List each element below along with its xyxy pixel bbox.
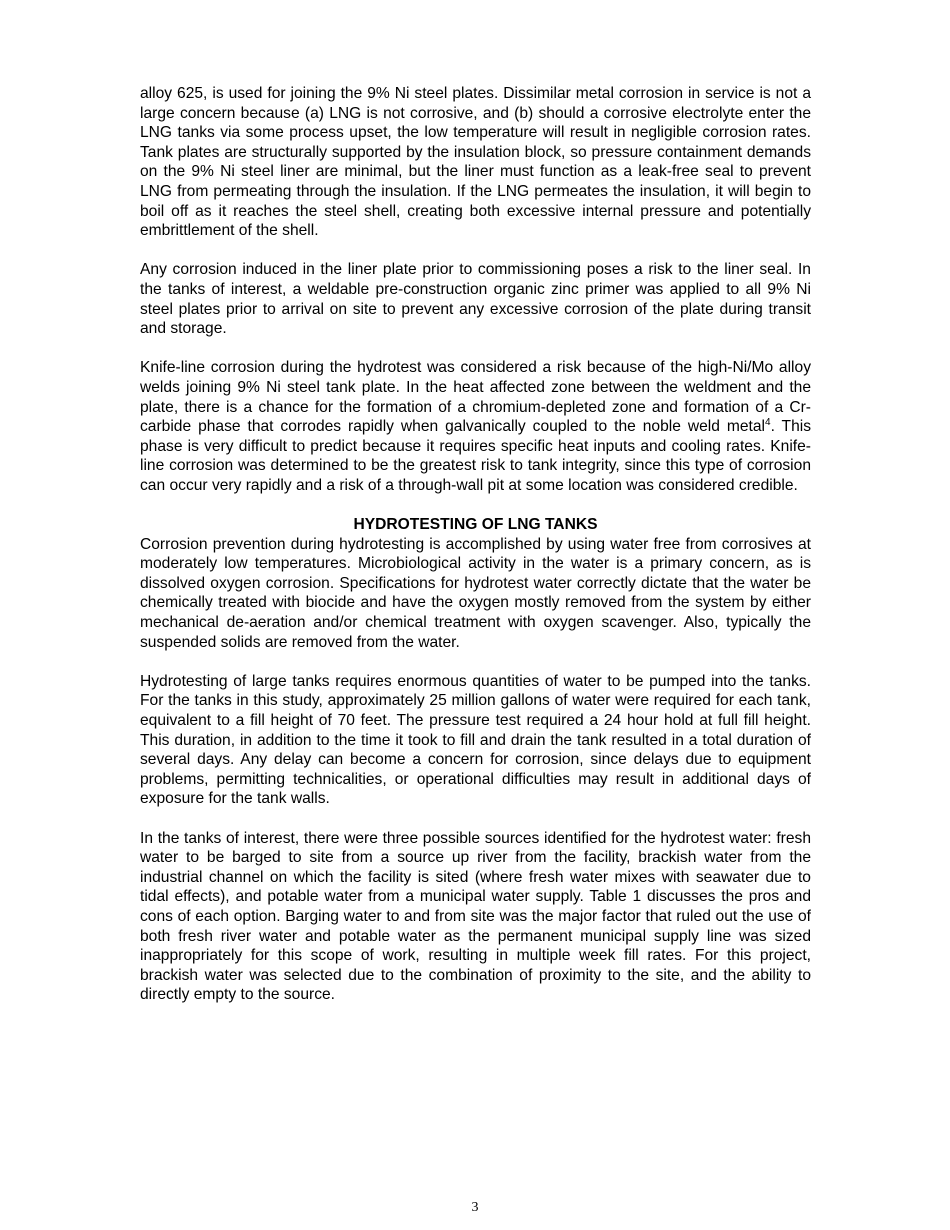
reference-superscript: 4: [765, 416, 771, 428]
paragraph-pre-commissioning-corrosion: Any corrosion induced in the liner plate prior to commissioning poses a risk to the liner seal. In the tanks of interest, a weldable pre-construction organic zinc primer was applied to all 9% Ni steel plates prior to arrival on site to prevent any excessive corrosion of the plate during transit and storage.: [140, 261, 811, 338]
paragraph-hydrotest-water-volume: Hydrotesting of large tanks requires enormous quantities of water to be pumped into the tanks. For the tanks in this study, approximately 25 million gallons of water were required for each tank, equivalent to a fill height of 70 feet. The pressure test required a 24 hour hold at full fill height. This duration, in addition to the time it took to fill and drain the tank resulted in a total duration of several days. Any delay can become a concern for corrosion, since delays due to equipment problems, permitting technicalities, or operational difficulties may result in additional days of exposure for the tank walls.: [140, 672, 811, 808]
paragraph-knife-line-corrosion: [140, 358, 811, 495]
section-heading: HYDROTESTING OF LNG TANKS: [353, 516, 598, 534]
paragraph-hydrotest-water-sources: In the tanks of interest, there were three possible sources identified for the hydrotest water: fresh water to be barged to site from a source up river from the facility, brackish water from the industrial channel on which the facility is sited (where fresh water mixes with seawater due to tidal effects), and potable water from a municipal water supply. Table 1 discusses the pros and cons of each option. Barging water to and from site was the major factor that ruled out the use of both fresh river water and potable water as the permanent municipal supply line was sized inappropriately for this scope of work, resulting in multiple week fill rates. For this project, brackish water was selected due to the combination of proximity to the site, and the ability to directly empty to the source.: [140, 829, 811, 1004]
paragraph-dissimilar-metal-corrosion: alloy 625, is used for joining the 9% Ni steel plates. Dissimilar metal corrosion in service is not a large concern because (a) LNG is not corrosive, and (b) should a corrosive electrolyte enter the LNG tanks via some process upset, the low temperature will result in negligible corrosion rates. Tank plates are structurally supported by the insulation block, so pressure containment demands on the 9% Ni steel liner are minimal, but the liner must function as a leak-free seal to prevent LNG from permeating through the insulation. If the LNG permeates the insulation, it will begin to boil off as it reaches the steel shell, creating both excessive internal pressure and potentially embrittlement of the shell.: [140, 85, 811, 240]
paragraph-corrosion-prevention: Corrosion prevention during hydrotesting is accomplished by using water free from corrosives at moderately low temperatures. Microbiological activity in the water is a primary concern, as is dissolved oxygen corrosion. Specifications for hydrotest water correctly dictate that the water be chemically treated with biocide and have the oxygen mostly removed from the system by either mechanical de-aeration and/or chemical treatment with oxygen scavenger. Also, typically the suspended solids are removed from the water.: [140, 535, 811, 651]
page-body: [140, 84, 811, 1025]
knife-line-text-part-1: Knife-line corrosion during the hydrotest was considered a risk because of the high-Ni/Mo alloy welds joining 9% Ni steel tank plate. In the heat affected zone between the weldment and the plate, there is a chance for the formation of a chromium-depleted zone and formation of a Cr-carbide phase that corrodes rapidly when galvanically coupled to the noble weld metal: [140, 359, 811, 436]
knife-line-text-part-2: . This phase is very difficult to predict because it requires specific heat inputs and cooling rates. Knife-line corrosion was determined to be the greatest risk to tank integrity, since this type of corrosion can occur very rapidly and a risk of a through-wall pit at some location was considered credible.: [140, 418, 812, 494]
page-number: 3: [471, 1200, 479, 1215]
